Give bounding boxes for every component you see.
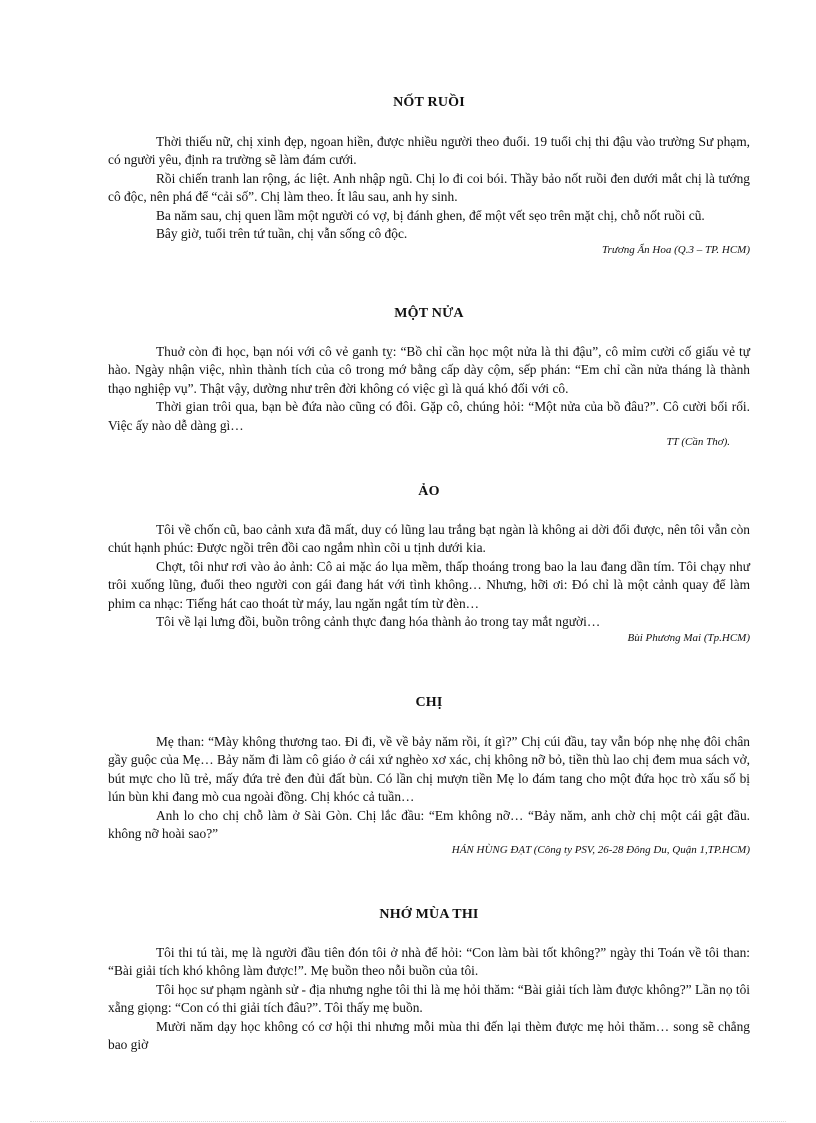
story-title: MỘT NỬA [394,306,464,321]
page-bottom-divider [30,1121,786,1122]
story-paragraph: Tôi thi tú tài, mẹ là người đầu tiên đón tôi ở nhà để hỏi: “Con làm bài tốt không?” ngày thi Toán về tôi than: “Bài giải tích khó không làm được!”. Mẹ buồn theo nỗi buồn của tôi. [108,945,750,979]
story-paragraph: Tôi về chốn cũ, bao cảnh xưa đã mất, duy có lũng lau trắng bạt ngàn là không ai dời đổi được, nên tôi vẫn còn chút hạnh phúc: Được ngồi trên đồi cao ngắm nhìn cõi u tịnh dưới kia. [108,522,750,556]
story-paragraph: Thời gian trôi qua, bạn bè đứa nào cũng có đôi. Gặp cô, chúng hỏi: “Một nửa của bồ đâu?”. Cô cười bối rối. Việc ấy nào dễ dàng gì… [108,399,750,433]
story-title: ẢO [418,484,440,499]
story-paragraph: Thuở còn đi học, bạn nói với cô vẻ ganh tỵ: “Bồ chỉ cần học một nửa là thi đậu”, cô mỉm cười cố giấu vẻ tự hào. Ngày nhận việc, nhìn thành tích của cô trong mớ bằng cấp dày cộm, sếp phán: “Em chỉ cần nửa tháng là thành thạo nghiệp vụ”. Thật vậy, dường như trên đời không có việc gì là quá khó đối với cô. [108,344,750,396]
story-title: NỐT RUỒI [393,95,465,110]
story-paragraph: Ba năm sau, chị quen lầm một người có vợ, bị đánh ghen, để một vết sẹo trên mặt chị, chỗ nốt ruồi cũ. [156,207,705,223]
story-ao [108,483,750,646]
story-title: NHỚ MÙA THI [379,907,479,922]
story-paragraph: Tôi học sư phạm ngành sử - địa nhưng nghe tôi thi là mẹ hỏi thăm: “Bài giải tích làm được không?” Lần nọ tôi xẵng giọng: “Con có thi giải tích đâu?”. Tôi thấy mẹ buồn. [108,981,750,1016]
story-title: CHỊ [415,695,443,710]
story-chi [108,694,750,858]
story-signature: Bùi Phương Mai (Tp.HCM) [627,632,750,645]
story-signature: HÁN HÙNG ĐẠT (Công ty PSV, 26-28 Đông Du, Quận 1,TP.HCM) [451,844,750,857]
story-not-ruoi [108,94,750,258]
story-signature: TT (Cần Thơ). [666,436,730,449]
story-paragraph: Anh lo cho chị chỗ làm ở Sài Gòn. Chị lắc đầu: “Em không nỡ… “Bảy năm, anh chờ chị một cái gật đầu. không nỡ hoài sao?” [108,807,750,842]
story-paragraph: Thời thiếu nữ, chị xinh đẹp, ngoan hiền, được nhiều người theo đuổi. 19 tuổi chị thi đậu vào trường Sư phạm, có người yêu, định ra trường sẽ làm đám cưới. [108,134,750,168]
story-mot-nua [108,305,750,450]
story-paragraph: Tôi về lại lưng đồi, buồn trông cảnh thực đang hóa thành ảo trong tay mắt người… [156,614,601,630]
story-paragraph: Rồi chiến tranh lan rộng, ác liệt. Anh nhập ngũ. Chị lo đi coi bói. Thầy bảo nốt ruồi đen dưới mắt chị là tướng cô độc, nên phá để “cải số”. Chị làm theo. Ít lâu sau, anh hy sinh. [108,170,750,205]
story-paragraph: Mẹ than: “Mày không thương tao. Đi đi, về về bảy năm rồi, ít gì?” Chị cúi đầu, tay vẫn bóp nhẹ nhẹ đôi chân gầy guộc của Mẹ… Bảy năm đi làm cô giáo ở cái xứ nghèo xơ xác, chị không nỡ bỏ, tiền thù lao chị đem mua sách vở, bút mực cho lũ trẻ, mấy đứa trẻ đen đủi đất bùn. Có lần chị mượn tiền Mẹ lo đám tang cho một đứa học trò xấu số bị lún bùn khi đang mò cua ngoài đồng. Chị khóc cả tuần… [108,734,750,805]
story-paragraph: Chợt, tôi như rơi vào ảo ảnh: Cô ai mặc áo lụa mềm, thấp thoáng trong bao la lau đang dần tím. Tôi chạy như trôi xuống lũng, đuổi theo người con gái đang hát với tình không… Nhưng, hỡi ơi: Đó chỉ là một cảnh quay để làm phim ca nhạc: Tiếng hát cao thoát từ máy, lau ngăn ngắt tím từ đèn… [108,558,750,611]
story-nho-mua-thi [108,906,750,1054]
story-paragraph: Bây giờ, tuổi trên tứ tuần, chị vẫn sống cô độc. [156,226,408,242]
story-signature: Trương Ẩn Hoa (Q.3 – TP. HCM) [602,244,750,257]
story-paragraph: Mười năm dạy học không có cơ hội thi nhưng mỗi mùa thi đến lại thèm được mẹ hỏi thăm… song sẽ chẳng bao giờ [108,1018,750,1053]
